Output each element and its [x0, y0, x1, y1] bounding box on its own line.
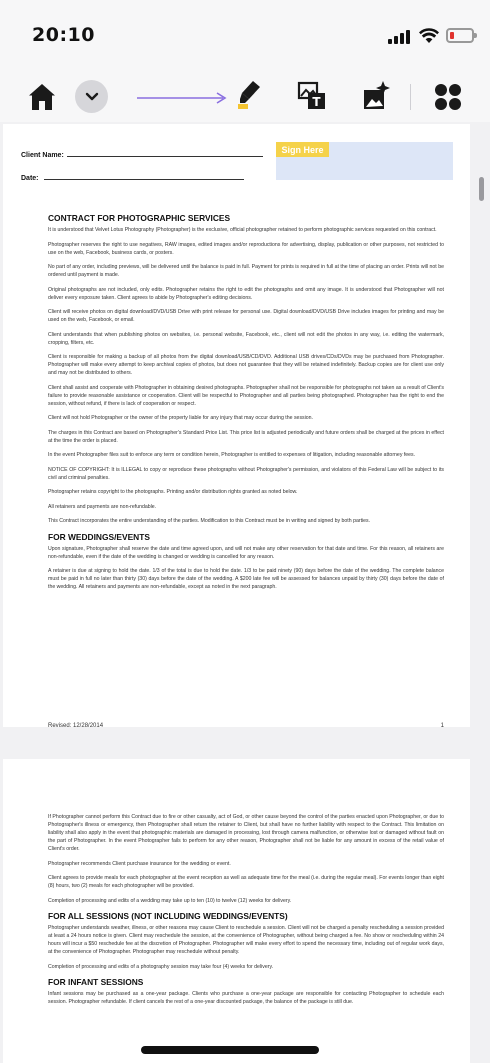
- client-name-field[interactable]: [21, 151, 263, 159]
- section-heading-weddings: FOR WEDDINGS/EVENTS: [48, 531, 150, 542]
- sign-here-tag[interactable]: Sign Here: [276, 142, 329, 157]
- paragraph: If Photographer cannot perform this Contract due to fire or other casualty, act of God, or other cause beyond the control of the parties enacted upon Photographer, or due to Photographer's illness or emergency, then Photographer shall return the retainer to Client, but shall have no further liability with respect to the Contract. This limitation on liability shall also apply in the event that photographic materials are damaged in processing, lost through camera malfunction, or otherwise lost or damaged without fault on the part of Photographer. In the event Photographer fails to perform for any other reason, Photographer shall not be liable for any amount in excess of the retail value of Client's order.: [48, 814, 444, 852]
- paragraph: This Contract incorporates the entire understanding of the parties. Modification to this Contract must be in writing and signed by both parties.: [48, 518, 371, 524]
- paragraph: No part of any order, including previews, will be delivered until the balance is paid in full. Payment for prints is required in full at the time of placing an order. Prints will not be ordered until payment is made.: [48, 264, 444, 278]
- paragraph: All retainers and payments are non-refundable.: [48, 503, 157, 510]
- paragraph: A retainer is due at signing to hold the date. 1/3 of the total is due to hold the date. 1/3 to be paid ninety (90) days before the date of the wedding. The complete balance must be paid in full no later than thirty (30) days before the date of the wedding. A $200 late fee will be assessed for balances unpaid by thirty (30) days before the date of the wedding. All retainers and payments are non-refundable, except as noted in the next paragraph.: [48, 568, 444, 590]
- image-sparkle-tool-button[interactable]: [361, 79, 393, 113]
- client-name-line: [67, 151, 263, 157]
- paragraph: In the event Photographer files suit to enforce any term or condition herein, Photographer is entitled to expenses of litigation, including reasonable attorney fees.: [48, 452, 416, 458]
- scrollbar-handle[interactable]: [479, 177, 484, 201]
- contract-body-continued: [48, 813, 444, 1013]
- paragraph: Client is responsible for making a backup of all photos from the digital download/USB/CD/DVD. Additional USB drives/CDs/DVDs may be purchased from Photographer. Photographer will make every attempt to keep archival copies of photos, but does not guarantee that they will be retained indefinitely. Backup copies are for client use only and may not be distributed to others.: [48, 354, 444, 376]
- paragraph: Client understands that when publishing photos on websites, i.e. personal website, Facebook, etc., client will not edit the photos in any way, i.e. editing the watermark, cropping, filters, etc.: [48, 331, 444, 346]
- date-line: [44, 174, 244, 180]
- paragraph: Completion of processing and edits of a wedding may take up to ten (10) to twelve (12) weeks for delivery.: [48, 897, 292, 904]
- date-label: Date:: [21, 175, 39, 182]
- contract-body: [48, 213, 444, 598]
- paragraph: NOTICE OF COPYRIGHT: It is ILLEGAL to copy or reproduce these photographs without Photographer's permission, and violators of this Federal Law will be subject to its civil and criminal penalties.: [48, 466, 444, 481]
- document-page-2: [3, 759, 470, 1063]
- status-time: 20:10: [32, 24, 95, 46]
- paragraph: Client will not hold Photographer or the owner of the property liable for any injury that may occur during the session.: [48, 415, 313, 421]
- highlighter-icon: [236, 79, 262, 111]
- paragraph: Photographer retains copyright to the photographs. Printing and/or distribution rights granted as noted below.: [48, 489, 298, 495]
- client-name-label: Client Name:: [21, 152, 64, 159]
- apps-grid-icon: [434, 83, 462, 111]
- revised-date: Revised: 12/28/2014: [48, 723, 104, 729]
- paragraph: Client agrees to provide meals for each photographer at the event reception as well as adequate time for the meal (i.e. during the regular meal). For events longer than eight (8) hours, two (2) meals for each photographer will be provided.: [48, 875, 444, 889]
- wifi-icon: [419, 26, 439, 44]
- battery-icon: [446, 28, 474, 43]
- contract-title: CONTRACT FOR PHOTOGRAPHIC SERVICES: [48, 213, 231, 223]
- image-text-icon: [297, 81, 327, 111]
- paragraph: Client shall assist and cooperate with Photographer in obtaining desired photographs. Photographer shall not be responsible for photographs not taken as a result of Client's failure to provide reasonable assistance or cooperation. Client will be respectful to Photographer and all parties being photographed. Photographer has the right to end the session, without refund, if there is lack of cooperation or respect.: [48, 384, 444, 407]
- section-heading-sessions: FOR ALL SESSIONS (NOT INCLUDING WEDDINGS/EVENTS): [48, 911, 288, 921]
- highlight-tool-button[interactable]: [234, 78, 264, 112]
- paragraph: It is understood that Velvet Lotus Photography (Photographer) is the exclusive, official photographer retained to perform photographic services requested on this contract.: [48, 227, 437, 233]
- paragraph: Upon signature, Photographer shall reserve the date and time agreed upon, and will not make any other reservation for that date and time. For this reason, all retainers are non-refundable, even if the date of the wedding is changed or wedding is cancelled for any reason.: [48, 545, 444, 560]
- home-button[interactable]: [26, 80, 58, 114]
- paragraph: Photographer understands weather, illness, or other reasons may cause Client to reschedule a session. Client will not be charged a penalty rescheduling a session provided at least a 24 hours notice is given. Client may reschedule the session, at the convenience of Photographer, without being charged a fee. No show or rescheduling within 24 hours will incur a $50 reschedule fee at the discretion of Photographer. Photographer will make every effort to spend the necessary time, including out of regular work days, at the convenience of Photographer. Photographer may reschedule without penalty.: [48, 925, 444, 955]
- hint-arrow-icon: [137, 91, 229, 105]
- toolbar: [0, 72, 490, 122]
- document-page-1: [3, 124, 470, 727]
- toolbar-divider: [410, 84, 411, 110]
- section-heading-infant: FOR INFANT SESSIONS: [48, 977, 144, 987]
- chevron-down-icon: [85, 92, 99, 102]
- page-footer: [48, 723, 444, 729]
- date-field[interactable]: [21, 174, 244, 182]
- paragraph: Original photographs are not included, only edits. Photographer retains the right to edit the photographs and omit any image. It is understood that Photographer will not deliver every exposure taken. Client agrees to abide by Photographer's editing decisions.: [48, 286, 444, 301]
- home-icon: [27, 82, 57, 112]
- svg-text:T: T: [312, 95, 321, 109]
- paragraph: Photographer recommends Client purchase insurance for the wedding or event.: [48, 860, 231, 867]
- paragraph: The charges in this Contract are based on Photographer's Standard Price List. This price list is adjusted periodically and future orders shall be charged at the prices in effect at the time the order is placed.: [48, 429, 444, 444]
- paragraph: Infant sessions may be purchased as a one-year package. Clients who purchase a one-year package are responsible for contacting Photographer to schedule each session. Photographer refundable. If client cancels the rest of a one-year discounted package, the balance of the package is still due.: [48, 991, 444, 1005]
- page-number: 1: [440, 723, 444, 729]
- paragraph: Completion of processing and edits of a photography session may take four (4) weeks for delivery.: [48, 963, 274, 970]
- cellular-signal-icon: [388, 30, 412, 44]
- paragraph: Photographer reserves the right to use negatives, RAW images, edited images and/or reproductions for advertising, display, publication or other purposes, not restricted to use on the web, Facebook, business cards, or posters.: [48, 241, 444, 256]
- collapse-toolbar-button[interactable]: [75, 80, 108, 113]
- image-text-tool-button[interactable]: [296, 80, 328, 112]
- redaction-bar: [141, 1046, 319, 1054]
- more-apps-button[interactable]: [433, 82, 463, 112]
- status-bar: [0, 0, 490, 72]
- image-sparkle-icon: [362, 80, 392, 112]
- paragraph: Client will receive photos on digital download/DVD/USB Drive with print release for personal use. Digital download/DVD/USB Drive includes images for printing and may be used on the web, Facebook, or email.: [48, 309, 444, 323]
